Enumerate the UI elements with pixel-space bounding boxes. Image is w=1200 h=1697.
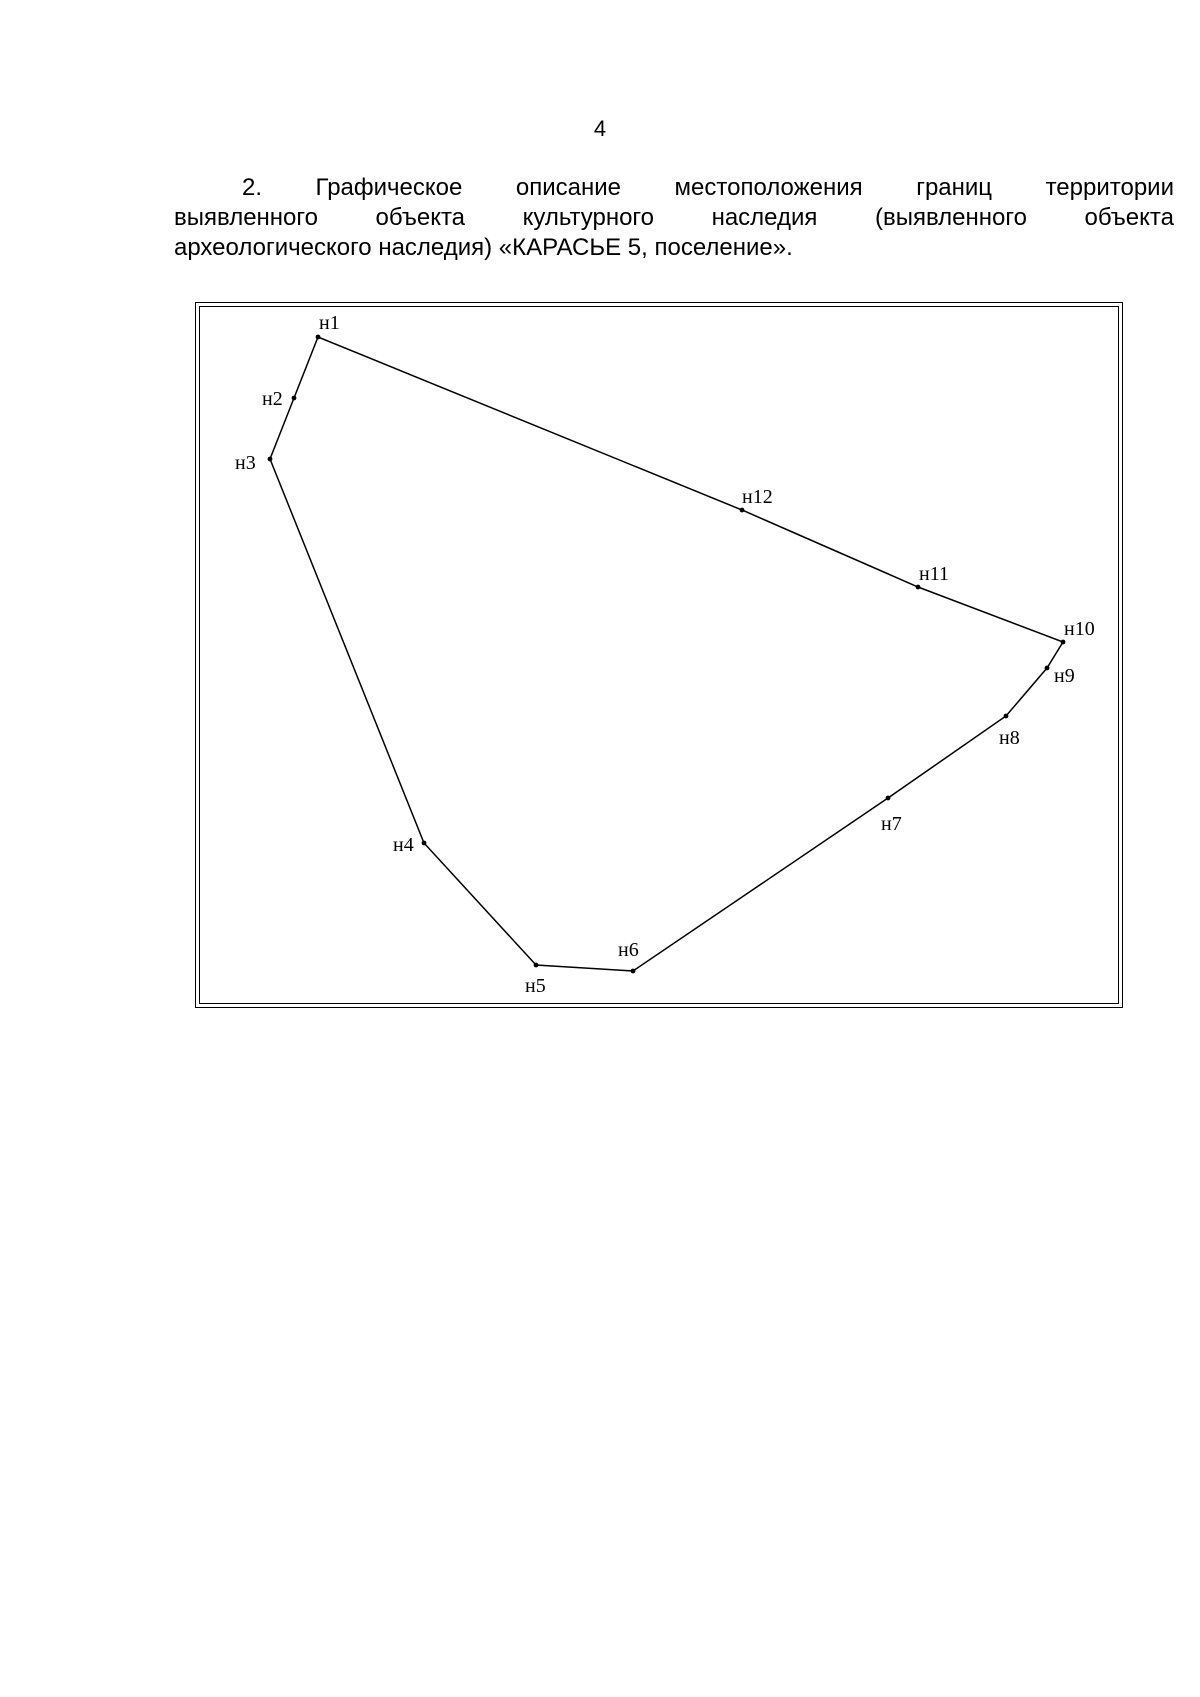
vertex-7	[886, 796, 891, 801]
vertex-label-2: н2	[262, 388, 283, 410]
vertex-1	[316, 335, 321, 340]
vertex-label-1: н1	[319, 312, 340, 334]
vertex-2	[292, 396, 297, 401]
vertex-label-7: н7	[881, 813, 902, 835]
boundary-plan-frame	[195, 302, 1123, 1008]
vertex-12	[740, 508, 745, 513]
vertex-label-3: н3	[235, 452, 256, 474]
boundary-labels	[235, 312, 1095, 997]
vertex-label-5: н5	[525, 975, 546, 997]
heading-line-2: выявленного объекта культурного наследия (выявленного объекта	[174, 204, 1174, 231]
vertex-label-8: н8	[999, 727, 1020, 749]
page-number: 4	[593, 116, 607, 141]
vertex-label-11: н11	[919, 563, 949, 585]
boundary-polygon	[270, 337, 1063, 971]
heading-line-1: 2. Графическое описание местоположения границ территории	[242, 174, 1174, 201]
vertex-3	[268, 457, 273, 462]
vertex-11	[916, 585, 921, 590]
vertex-10	[1061, 640, 1066, 645]
boundary-vertices	[268, 335, 1066, 974]
vertex-label-10: н10	[1064, 618, 1095, 640]
heading-paragraph	[174, 173, 1174, 263]
vertex-8	[1004, 714, 1009, 719]
heading-line-3: археологического наследия) «КАРАСЬЕ 5, поселение».	[174, 234, 793, 261]
vertex-6	[631, 969, 636, 974]
vertex-4	[422, 841, 427, 846]
vertex-label-12: н12	[742, 486, 773, 508]
vertex-label-6: н6	[618, 939, 639, 961]
boundary-plan	[196, 303, 1124, 1009]
vertex-9	[1045, 666, 1050, 671]
vertex-5	[534, 963, 539, 968]
vertex-label-4: н4	[393, 834, 414, 856]
vertex-label-9: н9	[1054, 665, 1075, 687]
